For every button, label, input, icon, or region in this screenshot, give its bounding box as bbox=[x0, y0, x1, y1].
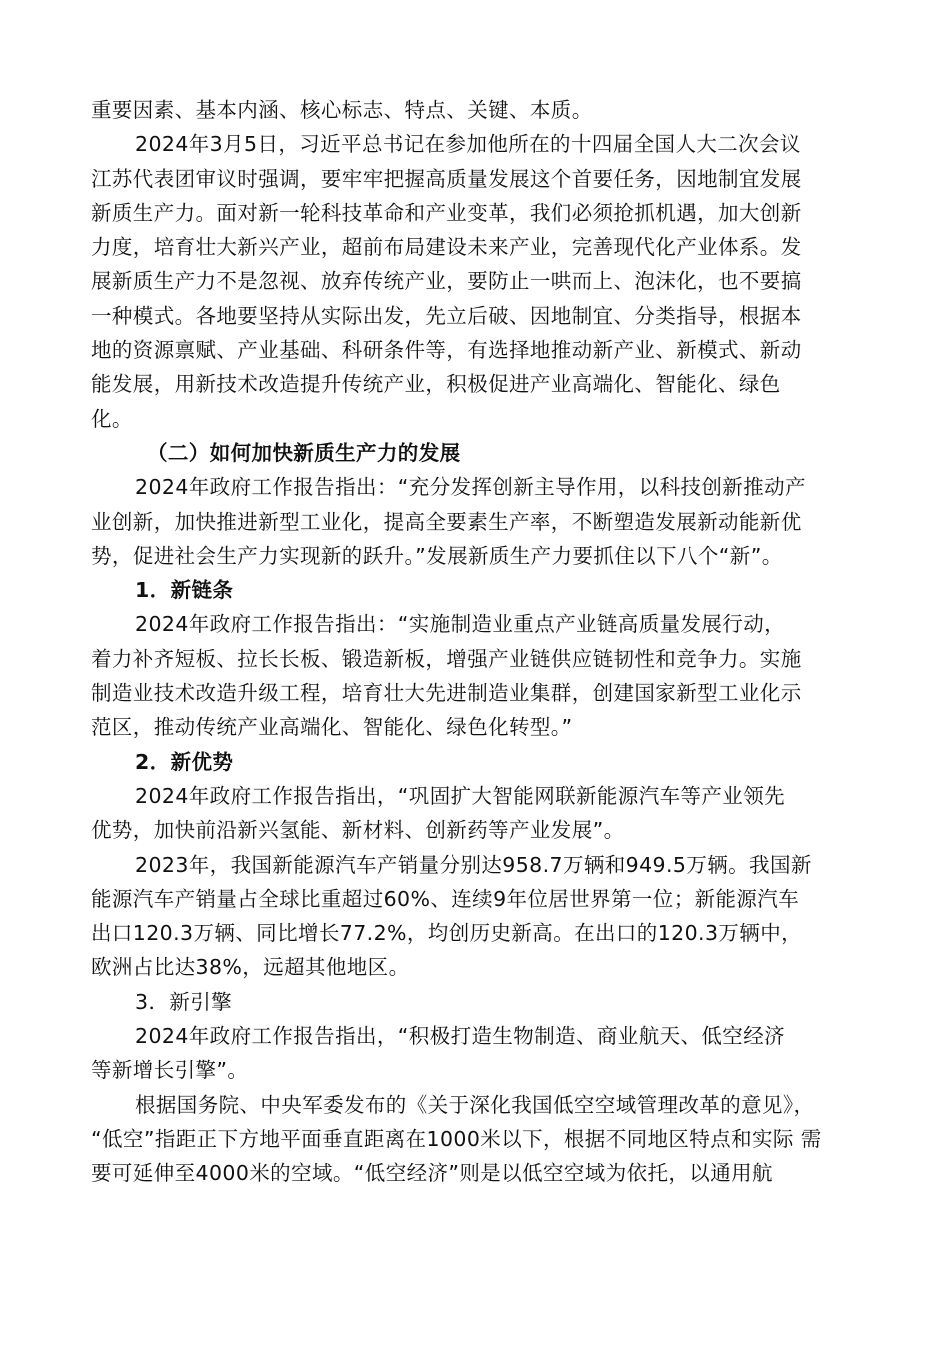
paragraph-start: 2024年政府工作报告指出，“巩固扩大智能网联新能源汽车等产业领先 bbox=[135, 783, 785, 808]
text-line: 优势，加快前沿新兴氢能、新材料、创新药等产业发展”。 bbox=[91, 818, 625, 843]
text-line: 展新质生产力不是忽视、放弃传统产业，要防止一哄而上、泡沫化，也不要搞 bbox=[91, 269, 802, 294]
text-line: 等新增长引擎”。 bbox=[91, 1058, 249, 1083]
text-line: 欧洲占比达38%，远超其他地区。 bbox=[91, 955, 410, 980]
subsection-heading: 3．新引擎 bbox=[135, 989, 233, 1014]
paragraph-start: 2024年政府工作报告指出：“充分发挥创新主导作用，以科技创新推动产 bbox=[135, 475, 806, 500]
text-line: 范区，推动传统产业高端化、智能化、绿色化转型。” bbox=[91, 715, 573, 740]
text-line: 地的资源禀赋、产业基础、科研条件等，有选择地推动新产业、新模式、新动 bbox=[91, 338, 802, 363]
text-line: 江苏代表团审议时强调，要牢牢把握高质量发展这个首要任务，因地制宜发展 bbox=[91, 166, 802, 191]
text-line: 能发展，用新技术改造提升传统产业，积极促进产业高端化、智能化、绿色 bbox=[91, 372, 781, 397]
subsection-heading: 1．新链条 bbox=[135, 578, 234, 603]
text-line: 一种模式。各地要坚持从实际出发，先立后破、因地制宜、分类指导，根据本 bbox=[91, 303, 802, 328]
text-line: 重要因素、基本内涵、核心标志、特点、关键、本质。 bbox=[91, 98, 593, 122]
paragraph-start: 2024年政府工作报告指出：“实施制造业重点产业链高质量发展行动， bbox=[135, 612, 785, 637]
text-line: “低空”指距正下方地平面垂直距离在1000米以下，根据不同地区特点和实际 需 bbox=[91, 1126, 822, 1151]
text-line: 势，促进社会生产力实现新的跃升。”发展新质生产力要抓住以下八个“新”。 bbox=[91, 543, 783, 568]
text-line: 业创新，加快推进新型工业化，提高全要素生产率，不断塑造发展新动能新优 bbox=[91, 509, 802, 534]
paragraph-start: 根据国务院、中央军委发布的《关于深化我国低空空域管理改革的意见》， bbox=[135, 1092, 815, 1117]
paragraph-start: 2024年3月5日，习近平总书记在参加他所在的十四届全国人大二次会议 bbox=[135, 132, 801, 157]
text-line: 能源汽车产销量占全球比重超过60%、连续9年位居世界第一位；新能源汽车 bbox=[91, 886, 800, 911]
text-line: 着力补齐短板、拉长长板、锻造新板，增强产业链供应链韧性和竞争力。实施 bbox=[91, 646, 802, 671]
document-page bbox=[91, 93, 859, 1191]
paragraph-start: 2024年政府工作报告指出，“积极打造生物制造、商业航天、低空经济 bbox=[135, 1024, 785, 1049]
paragraph-start: 2023年，我国新能源汽车产销量分别达958.7万辆和949.5万辆。我国新 bbox=[135, 852, 812, 877]
text-line: 要可延伸至4000米的空域。“低空经济”则是以低空空域为依托，以通用航 bbox=[91, 1161, 773, 1186]
text-line: 化。 bbox=[91, 406, 133, 431]
text-line: 出口120.3万辆、同比增长77.2%，均创历史新高。在出口的120.3万辆中， bbox=[91, 921, 802, 946]
text-line: 力度，培育壮大新兴产业，超前布局建设未来产业，完善现代化产业体系。发 bbox=[91, 235, 802, 260]
text-line: 制造业技术改造升级工程，培育壮大先进制造业集群，创建国家新型工业化示 bbox=[91, 681, 802, 706]
text-line: 新质生产力。面对新一轮科技革命和产业变革，我们必须抢抓机遇，加大创新 bbox=[91, 200, 802, 225]
subsection-heading: 2．新优势 bbox=[135, 749, 234, 774]
section-heading: （二）如何加快新质生产力的发展 bbox=[147, 440, 461, 465]
